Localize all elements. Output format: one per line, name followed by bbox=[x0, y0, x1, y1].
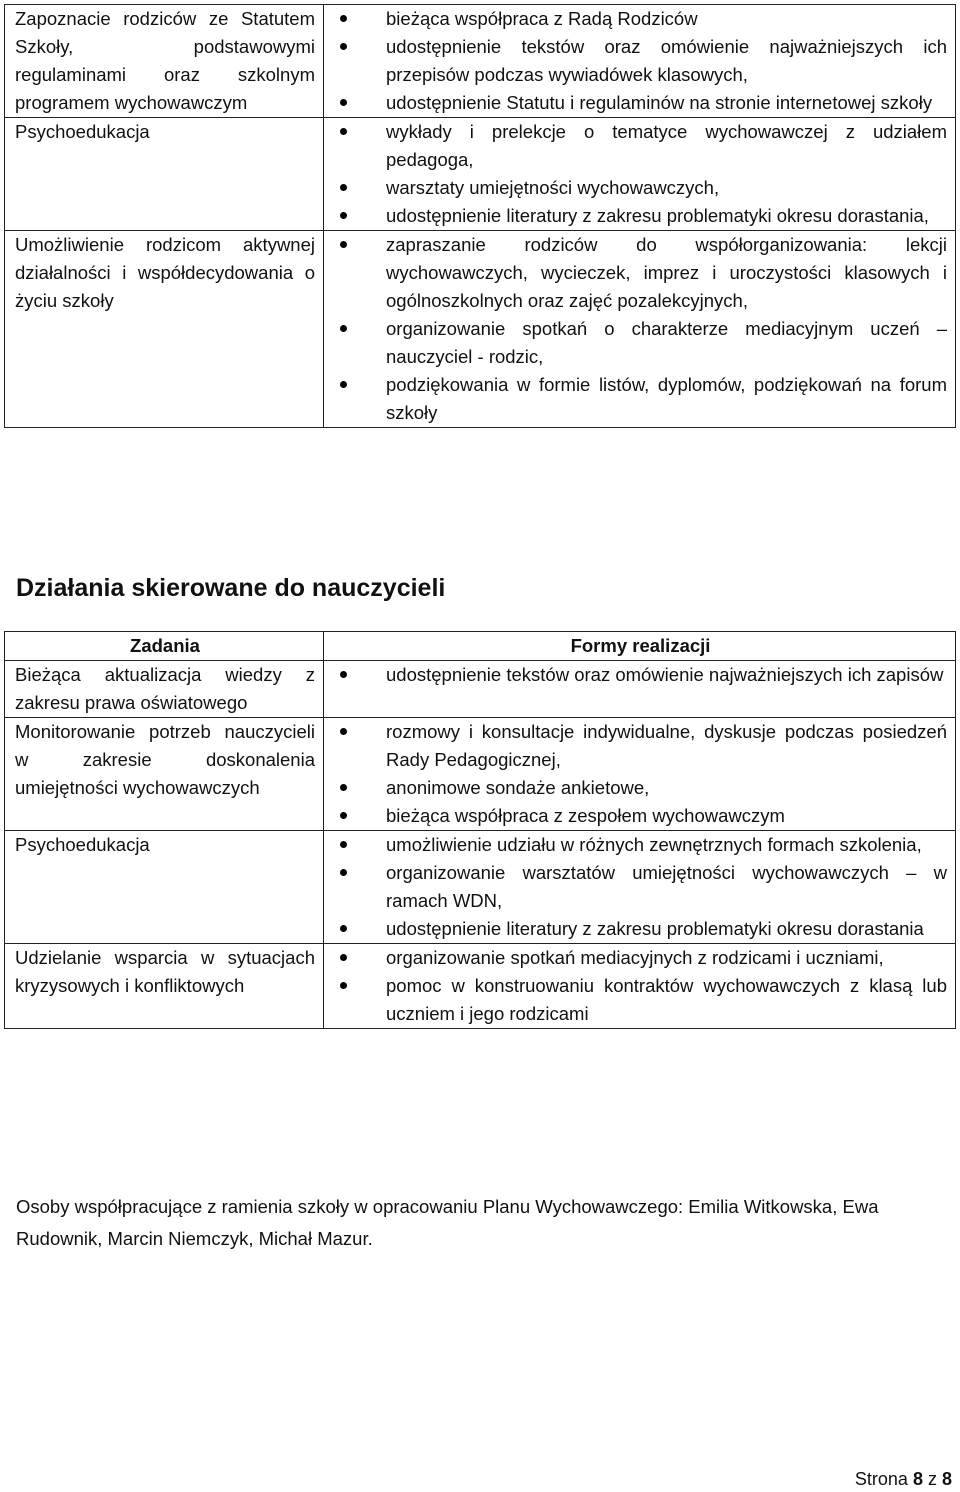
list-item: wykłady i prelekcje o tematyce wychowawczej z udziałem pedagoga, bbox=[334, 118, 947, 174]
table-row bbox=[5, 718, 956, 831]
forms-cell bbox=[324, 5, 956, 118]
list-item: udostępnienie literatury z zakresu problematyki okresu dorastania, bbox=[334, 202, 947, 230]
list-item: anonimowe sondaże ankietowe, bbox=[334, 774, 947, 802]
task-cell: Umożliwienie rodzicom aktywnej działalności i współdecydowania o życiu szkoły bbox=[5, 231, 324, 428]
forms-list bbox=[334, 118, 947, 230]
current-page: 8 bbox=[912, 1469, 923, 1489]
table-row bbox=[5, 661, 956, 718]
list-item: udostępnienie literatury z zakresu problematyki okresu dorastania bbox=[334, 915, 947, 943]
list-item: bieżąca współpraca z zespołem wychowawczym bbox=[334, 802, 947, 830]
forms-list bbox=[334, 5, 947, 117]
task-cell: Zapoznacie rodziców ze Statutem Szkoły, podstawowymi regulaminami oraz szkolnym programem wychowawczym bbox=[5, 5, 324, 118]
table-row bbox=[5, 831, 956, 944]
page-label: Strona bbox=[854, 1469, 908, 1489]
list-item: rozmowy i konsultacje indywidualne, dyskusje podczas posiedzeń Rady Pedagogicznej, bbox=[334, 718, 947, 774]
task-cell: Monitorowanie potrzeb nauczycieli w zakresie doskonalenia umiejętności wychowawczych bbox=[5, 718, 324, 831]
column-header-forms: Formy realizacji bbox=[324, 632, 956, 661]
page-number bbox=[855, 1466, 952, 1492]
forms-cell bbox=[324, 118, 956, 231]
list-item: organizowanie spotkań mediacyjnych z rodzicami i uczniami, bbox=[334, 944, 947, 972]
forms-cell bbox=[324, 944, 956, 1029]
list-item: warsztaty umiejętności wychowawczych, bbox=[334, 174, 947, 202]
list-item: udostępnienie tekstów oraz omówienie najważniejszych ich przepisów podczas wywiadówek klasowych, bbox=[334, 33, 947, 89]
forms-list bbox=[334, 661, 947, 689]
contributors-paragraph: Osoby współpracujące z ramienia szkoły w opracowaniu Planu Wychowawczego: Emilia Witkowska, Ewa Rudownik, Marcin Niemczyk, Michał Mazur. bbox=[16, 1195, 879, 1249]
list-item: organizowanie spotkań o charakterze mediacyjnym uczeń – nauczyciel - rodzic, bbox=[334, 315, 947, 371]
page-separator: z bbox=[927, 1469, 937, 1489]
table-row bbox=[5, 231, 956, 428]
total-pages: 8 bbox=[941, 1469, 952, 1489]
forms-cell bbox=[324, 831, 956, 944]
task-cell: Udzielanie wsparcia w sytuacjach kryzysowych i konfliktowych bbox=[5, 944, 324, 1029]
forms-list bbox=[334, 718, 947, 830]
list-item: udostępnienie tekstów oraz omówienie najważniejszych ich zapisów bbox=[334, 661, 947, 689]
section-title: Działania skierowane do nauczycieli bbox=[16, 574, 446, 602]
list-item: bieżąca współpraca z Radą Rodziców bbox=[334, 5, 947, 33]
forms-list bbox=[334, 231, 947, 427]
task-cell: Bieżąca aktualizacja wiedzy z zakresu prawa oświatowego bbox=[5, 661, 324, 718]
table-row bbox=[5, 5, 956, 118]
task-cell: Psychoedukacja bbox=[5, 831, 324, 944]
forms-cell bbox=[324, 231, 956, 428]
list-item: pomoc w konstruowaniu kontraktów wychowawczych z klasą lub uczniem i jego rodzicami bbox=[334, 972, 947, 1028]
list-item: podziękowania w formie listów, dyplomów, podziękowań na forum szkoły bbox=[334, 371, 947, 427]
forms-list bbox=[334, 944, 947, 1028]
table-header-row bbox=[5, 632, 956, 661]
column-header-tasks: Zadania bbox=[5, 632, 324, 661]
task-cell: Psychoedukacja bbox=[5, 118, 324, 231]
table-row bbox=[5, 944, 956, 1029]
parents-actions-table bbox=[4, 4, 956, 428]
list-item: umożliwienie udziału w różnych zewnętrznych formach szkolenia, bbox=[334, 831, 947, 859]
forms-list bbox=[334, 831, 947, 943]
list-item: udostępnienie Statutu i regulaminów na stronie internetowej szkoły bbox=[334, 89, 947, 117]
list-item: zapraszanie rodziców do współorganizowania: lekcji wychowawczych, wycieczek, imprez i uroczystości klasowych i ogólnoszkolnych oraz zajęć pozalekcyjnych, bbox=[334, 231, 947, 315]
list-item: organizowanie warsztatów umiejętności wychowawczych – w ramach WDN, bbox=[334, 859, 947, 915]
forms-cell bbox=[324, 661, 956, 718]
teachers-actions-table bbox=[4, 631, 956, 1029]
forms-cell bbox=[324, 718, 956, 831]
table-row bbox=[5, 118, 956, 231]
